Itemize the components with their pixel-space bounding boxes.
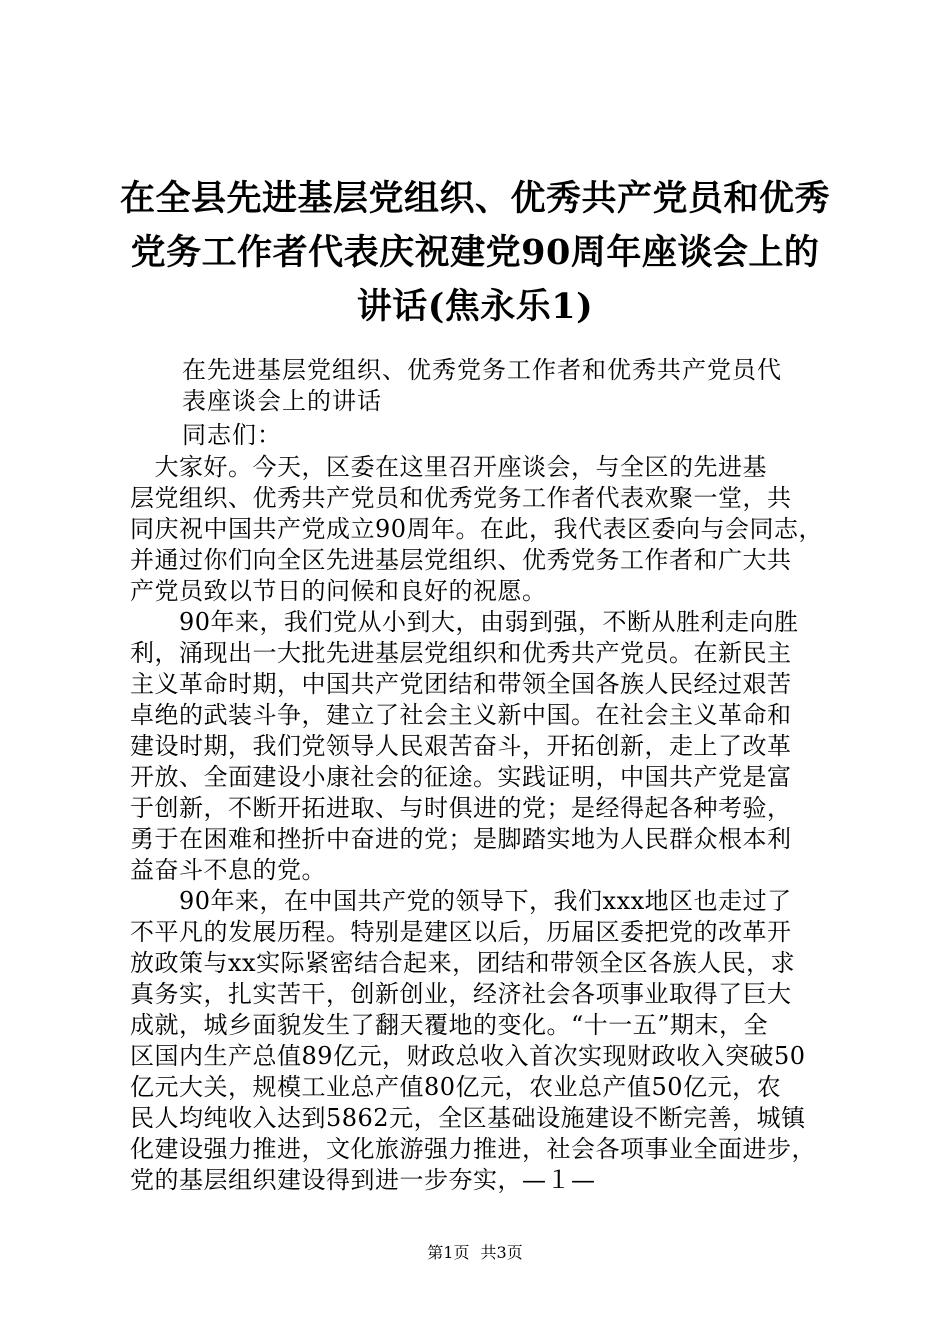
body-line: 同庆祝中国共产党成立90周年。在此，我代表区委向与会同志，: [130, 515, 824, 543]
body-line: 化建设强力推进，文化旅游强力推进，社会各项事业全面进步，: [130, 1135, 816, 1163]
body-line: 党的基层组织建设得到进一步夯实，—１—: [130, 1166, 596, 1194]
subtitle-line: 表座谈会上的讲话: [182, 387, 382, 415]
salutation: 同志们：: [182, 421, 282, 449]
body-line: 90年来，在中国共产党的领导下，我们xxx地区也走过了: [130, 887, 792, 915]
title-line: 讲话(焦永乐1): [356, 286, 594, 327]
title-line: 党务工作者代表庆祝建党90周年座谈会上的: [130, 232, 820, 273]
body-line: 90年来，我们党从小到大，由弱到强，不断从胜利走向胜: [130, 608, 799, 636]
document-title: [110, 172, 840, 334]
body-line: 益奋斗不息的党。: [130, 856, 326, 884]
body-line: 并通过你们向全区先进基层党组织、优秀党务工作者和广大共: [130, 546, 792, 574]
page-total: 共3页: [480, 1243, 523, 1262]
body-line: 区国内生产总值89亿元，财政总收入首次实现财政收入突破50: [130, 1042, 806, 1070]
body-line: 层党组织、优秀共产党员和优秀党务工作者代表欢聚一堂，共: [130, 484, 792, 512]
body-line: 民人均纯收入达到5862元，全区基础设施建设不断完善，城镇: [130, 1104, 806, 1132]
body-line: 开放、全面建设小康社会的征途。实践证明，中国共产党是富: [130, 763, 792, 791]
body-line: 建设时期，我们党领导人民艰苦奋斗，开拓创新，走上了改革: [130, 732, 792, 760]
body-line: 不平凡的发展历程。特别是建区以后，历届区委把党的改革开: [130, 918, 792, 946]
page-number: 第1页: [427, 1243, 470, 1262]
body-line: 成就，城乡面貌发生了翻天覆地的变化。“十一五”期末，全: [130, 1011, 769, 1039]
body-line: 卓绝的武装斗争，建立了社会主义新中国。在社会主义革命和: [130, 701, 792, 729]
speech-subtitle: [182, 355, 822, 417]
body-line: 放政策与xx实际紧密结合起来，团结和带领全区各族人民，求: [130, 949, 796, 977]
subtitle-line: 在先进基层党组织、优秀党务工作者和优秀共产党员代: [182, 356, 782, 384]
body-line: 主义革命时期，中国共产党团结和带领全国各族人民经过艰苦: [130, 670, 792, 698]
body-line: 大家好。今天，区委在这里召开座谈会，与全区的先进基: [130, 453, 767, 481]
body-line: 亿元大关，规模工业总产值80亿元，农业总产值50亿元，农: [130, 1073, 782, 1101]
body-text: [130, 452, 850, 1196]
title-line: 在全县先进基层党组织、优秀共产党员和优秀: [119, 178, 830, 219]
body-line: 产党员致以节日的问候和良好的祝愿。: [130, 577, 547, 605]
page-footer: [0, 1243, 950, 1263]
body-line: 勇于在困难和挫折中奋进的党；是脚踏实地为人民群众根本利: [130, 825, 792, 853]
body-line: 利，涌现出一大批先进基层党组织和优秀共产党员。在新民主: [130, 639, 792, 667]
body-line: 于创新，不断开拓进取、与时俱进的党；是经得起各种考验，: [130, 794, 792, 822]
body-line: 真务实，扎实苦干，创新创业，经济社会各项事业取得了巨大: [130, 980, 792, 1008]
